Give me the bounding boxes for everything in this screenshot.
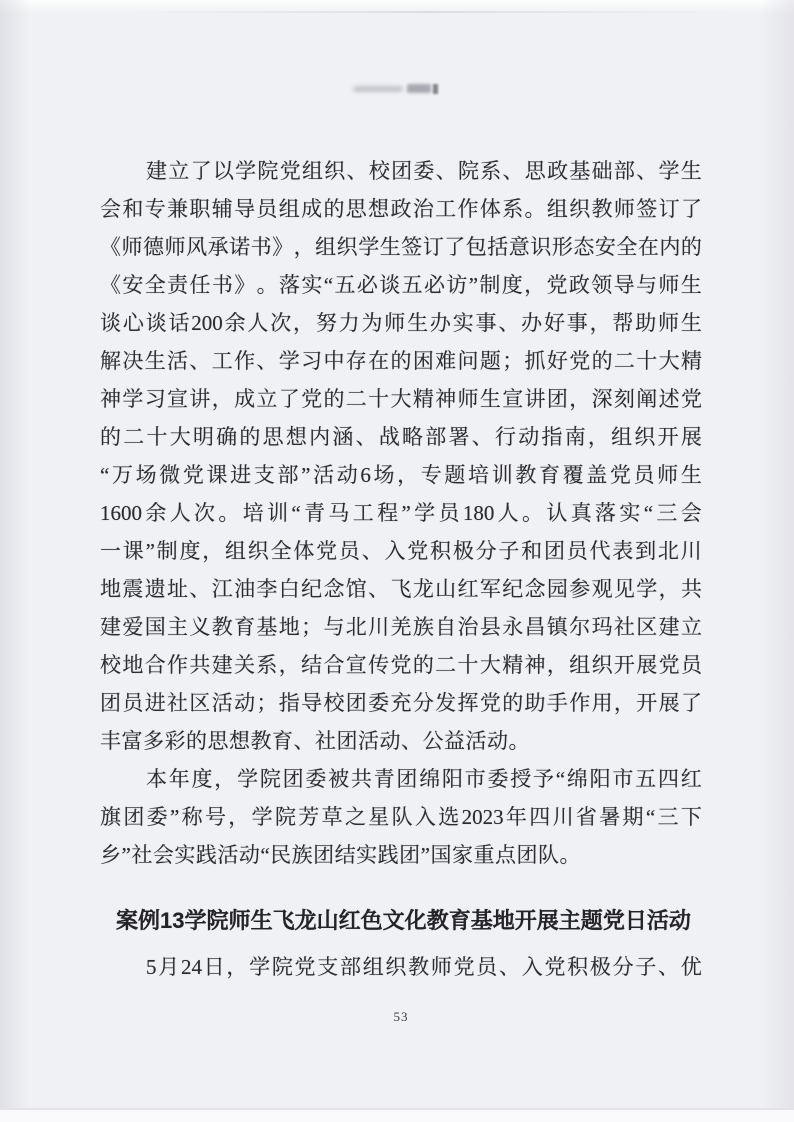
document-body: [100, 152, 702, 1026]
paragraph-thought-political-work: [100, 152, 702, 760]
text-line: 地 震 遗 址 、 江 油 李 白 纪 念 馆 、 飞 龙 山 红 军 纪 念 园 参 观 见 学 ， 共: [100, 577, 702, 601]
case-13-heading: [100, 902, 702, 940]
text-line: 本 年 度 ， 学 院 团 委 被 共 青 团 绵 阳 市 委 授 予 “ 绵 阳 市 五 四 红: [146, 767, 702, 791]
text-line: 解 决 生 活 、 工 作 、 学 习 中 存 在 的 困 难 问 题 ； 抓 好 党 的 二 十 大 精: [100, 349, 702, 373]
page-number: 53: [393, 1009, 409, 1024]
text-line: 旗 团 委 ” 称 号 ， 学 院 芳 草 之 星 队 入 选 2023 年 四 川 省 暑 期 “ 三 下: [100, 805, 702, 829]
text-line: 1600 余 人 次 。 培 训 “ 青 马 工 程 ” 学 员 180 人 。 认 真 落 实 “ 三 会: [100, 501, 702, 525]
text-line: 5 月 24 日 ， 学 院 党 支 部 组 织 教 师 党 员 、 入 党 积 极 分 子 、 优: [146, 955, 702, 979]
text-line: 丰富多彩的思想教育、社团活动、公益活动。: [100, 729, 530, 753]
text-line: 建 立 了 以 学 院 党 组 织 、 校 团 委 、 院 系 、 思 政 基 础 部 、 学 生: [146, 159, 702, 183]
text-line: 一 课 ” 制 度 ， 组 织 全 体 党 员 、 入 党 积 极 分 子 和 团 员 代 表 到 北 川: [100, 539, 702, 563]
text-line: 会 和 专 兼 职 辅 导 员 组 成 的 思 想 政 治 工 作 体 系 。 组 织 教 师 签 订 了: [100, 197, 702, 221]
text-line: 团 员 进 社 区 活 动 ； 指 导 校 团 委 充 分 发 挥 党 的 助 手 作 用 ， 开 展 了: [100, 691, 702, 715]
bleed-through-smudge: [433, 84, 438, 94]
text-line: 的 二 十 大 明 确 的 思 想 内 涵 、 战 略 部 署 、 行 动 指 南 ， 组 织 开 展: [100, 425, 702, 449]
text-line: 建 爱 国 主 义 教 育 基 地 ； 与 北 川 羌 族 自 治 县 永 昌 镇 尔 玛 社 区 建 立: [100, 615, 702, 639]
text-line: 谈 心 谈 话 200 余 人 次 ， 努 力 为 师 生 办 实 事 、 办 好 事 ， 帮 助 师 生: [100, 311, 702, 335]
paragraph-league-honors: [100, 760, 702, 874]
text-line: 《 安 全 责 任 书 》 。 落 实 “ 五 必 谈 五 必 访 ” 制 度 ， 党 政 领 导 与 师 生: [100, 273, 702, 297]
scan-bottom-strip: [0, 1110, 794, 1122]
text-line: “ 万 场 微 党 课 进 支 部 ” 活 动 6 场 ， 专 题 培 训 教 育 覆 盖 党 员 师 生: [100, 463, 702, 487]
paragraph-case-13-body: [100, 948, 702, 986]
text-line: 校 地 合 作 共 建 关 系 ， 结 合 宣 传 党 的 二 十 大 精 神 ， 组 织 开 展 党 员: [100, 653, 702, 677]
text-line: 神 学 习 宣 讲 ， 成 立 了 党 的 二 十 大 精 神 师 生 宣 讲 团 ， 深 刻 阐 述 党: [100, 387, 702, 411]
bleed-through-smudge: [353, 86, 403, 92]
text-line: 《 师 德 师 风 承 诺 书 》 ， 组 织 学 生 签 订 了 包 括 意 识 形 态 安 全 在 内 的: [100, 235, 702, 259]
bleed-through-smudge: [407, 84, 431, 93]
scan-top-edge: [130, 11, 730, 13]
text-line: 乡”社会实践活动“民族团结实践团”国家重点团队。: [100, 843, 581, 867]
text-line: 案 例 13 学 院 师 生 飞 龙 山 红 色 文 化 教 育 基 地 开 展 主 题 党 日 活 动: [116, 908, 691, 933]
